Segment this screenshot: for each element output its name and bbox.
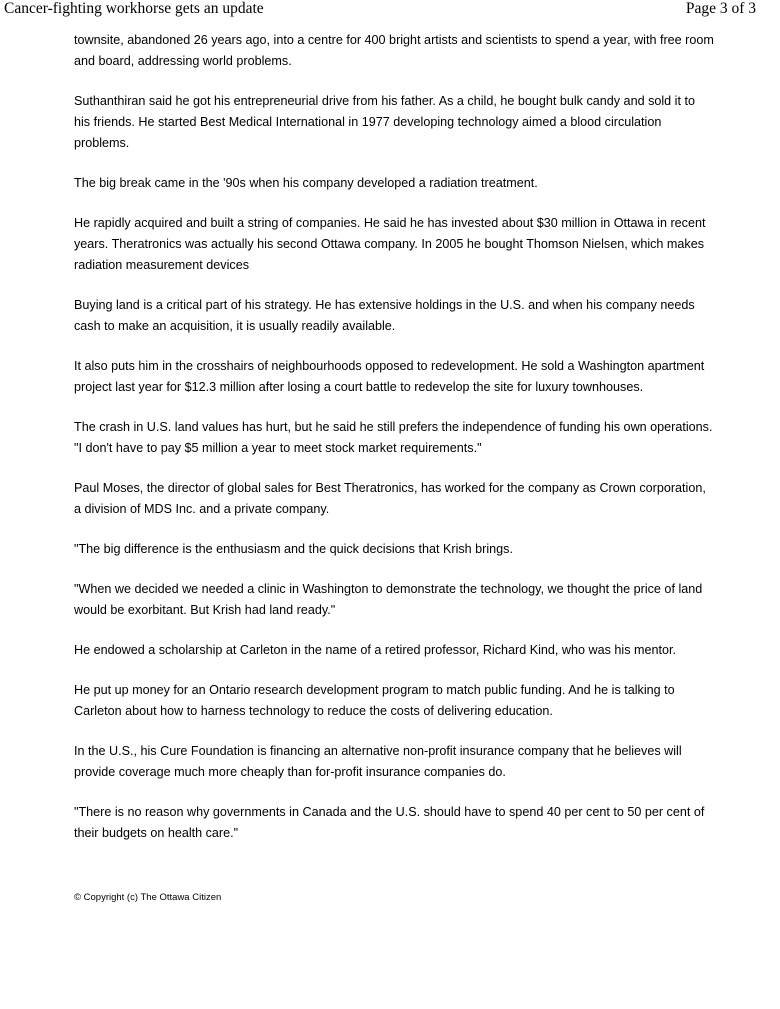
page-header: [0, 0, 780, 20]
copyright-notice: © Copyright (c) The Ottawa Citizen: [74, 892, 222, 903]
paragraph: He rapidly acquired and built a string of companies. He said he has invested about $30 million in Ottawa in recent years. Theratronics was actually his second Ottawa company. In 2005 he bought Thomson Nielsen, which makes radiation measurement devices: [74, 216, 706, 272]
paragraph: It also puts him in the crosshairs of neighbourhoods opposed to redevelopment. He sold a Washington apartment project last year for $12.3 million after losing a court battle to redevelop the site for luxury townhouses.: [74, 359, 705, 394]
paragraph: Paul Moses, the director of global sales for Best Theratronics, has worked for the company as Crown corporation, a division of MDS Inc. and a private company.: [74, 481, 706, 516]
paragraph: "When we decided we needed a clinic in Washington to demonstrate the technology, we thought the price of land would be exorbitant. But Krish had land ready.": [74, 582, 703, 617]
page-number: Page 3 of 3: [685, 0, 756, 17]
paragraph: He endowed a scholarship at Carleton in the name of a retired professor, Richard Kind, who was his mentor.: [74, 643, 677, 657]
document-title: Cancer-fighting workhorse gets an update: [4, 0, 264, 17]
article-body: [74, 30, 714, 863]
paragraph: The big break came in the '90s when his company developed a radiation treatment.: [74, 176, 538, 190]
paragraph: Suthanthiran said he got his entrepreneurial drive from his father. As a child, he bought bulk candy and sold it to his friends. He started Best Medical International in 1977 developing technology aimed a blood circulation problems.: [74, 94, 695, 150]
paragraph: In the U.S., his Cure Foundation is financing an alternative non-profit insurance company that he believes will provide coverage much more cheaply than for-profit insurance companies do.: [74, 744, 682, 779]
paragraph: "The big difference is the enthusiasm and the quick decisions that Krish brings.: [74, 542, 513, 556]
paragraph: townsite, abandoned 26 years ago, into a centre for 400 bright artists and scientists to spend a year, with free room and board, addressing world problems.: [74, 33, 714, 68]
paragraph: "There is no reason why governments in Canada and the U.S. should have to spend 40 per cent to 50 per cent of their budgets on health care.": [74, 805, 705, 840]
paragraph: He put up money for an Ontario research development program to match public funding. And he is talking to Carleton about how to harness technology to reduce the costs of delivering education.: [74, 683, 675, 718]
paragraph: The crash in U.S. land values has hurt, but he said he still prefers the independence of funding his own operations. "I don't have to pay $5 million a year to meet stock market requirements.": [74, 420, 713, 455]
paragraph: Buying land is a critical part of his strategy. He has extensive holdings in the U.S. and when his company needs cash to make an acquisition, it is usually readily available.: [74, 298, 695, 333]
